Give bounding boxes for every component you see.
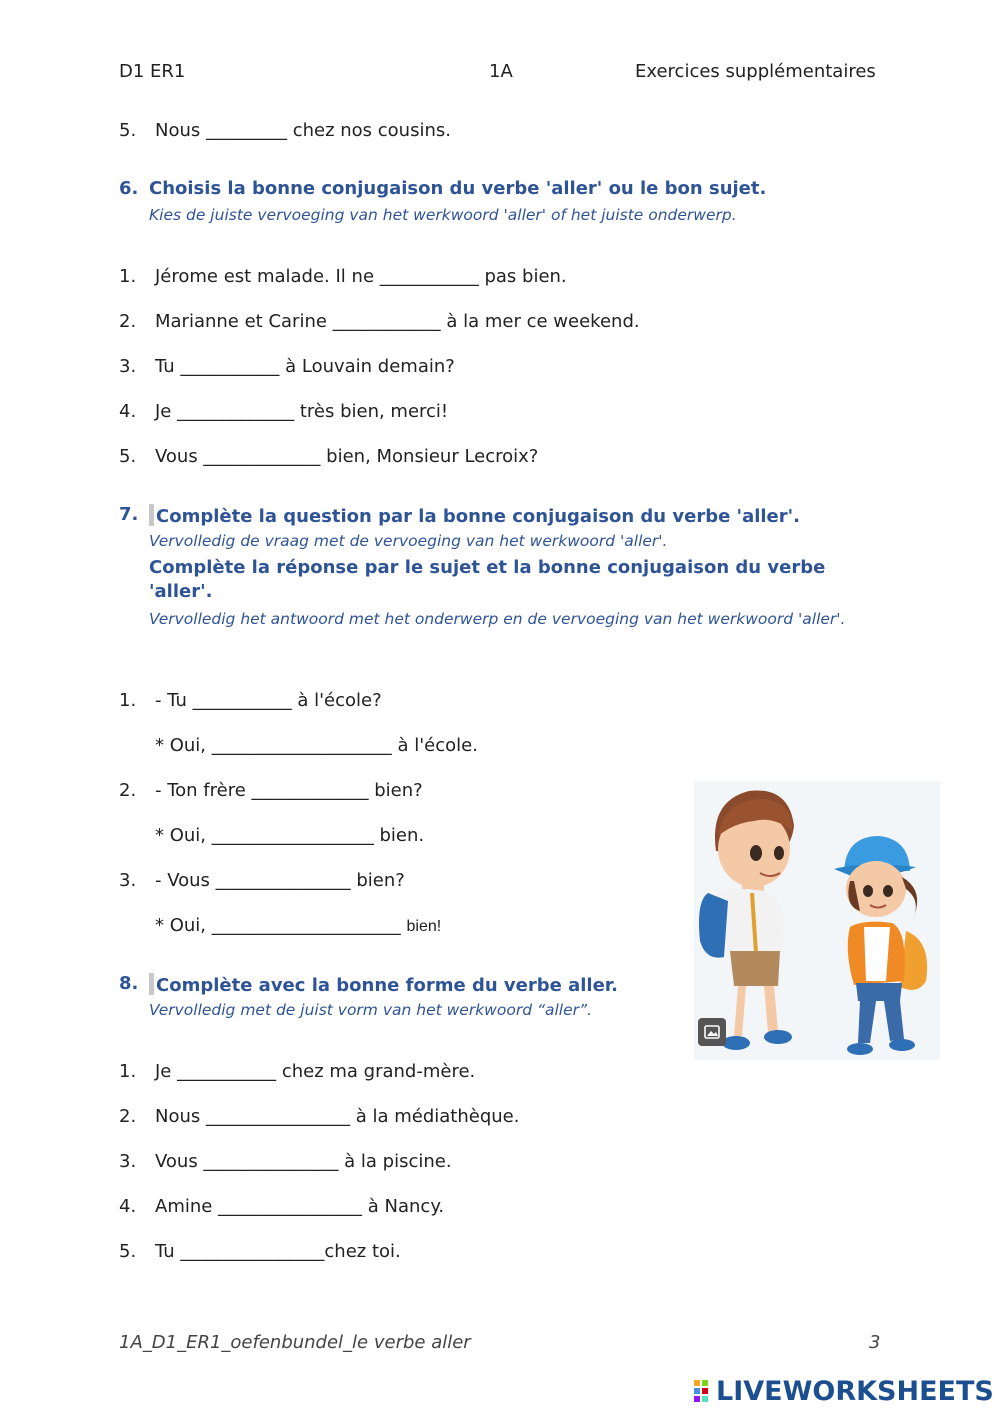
section6-number: 6. — [119, 178, 139, 199]
girl-figure — [834, 836, 927, 1055]
section6-subtitle: Kies de juiste vervoeging van het werkwoord 'aller' of het juiste onderwerp. — [149, 206, 737, 224]
page-number: 3 — [869, 1332, 881, 1353]
header-right: Exercices supplémentaires — [635, 61, 876, 82]
section8-number: 8. — [119, 973, 139, 994]
exercise-item: Vous _____________ bien, Monsieur Lecroix? — [155, 446, 539, 467]
highlight-marker — [149, 504, 154, 526]
item-number: 2. — [119, 311, 137, 332]
section7-subtitle: Vervolledig de vraag met de vervoeging van het werkwoord 'aller'. — [149, 532, 668, 550]
section6-title: Choisis la bonne conjugaison du verbe 'aller' ou le bon sujet. — [149, 178, 767, 199]
section8-subtitle: Vervolledig met de juist vorm van het werkwoord “aller”. — [149, 1001, 592, 1019]
item-number: 5. — [119, 120, 137, 141]
section7-subtitle2: Vervolledig het antwoord met het onderwerp en de vervoeging van het werkwoord 'aller'. — [149, 610, 846, 628]
section8-title: Complète avec la bonne forme du verbe aller. — [149, 973, 618, 996]
answer-line: * Oui, __________________ bien. — [155, 825, 425, 846]
exercise-item: Vous _______________ à la piscine. — [155, 1151, 452, 1172]
exercise-item: Je ___________ chez ma grand-mère. — [155, 1061, 476, 1082]
footer-filename: 1A_D1_ER1_oefenbundel_le verbe aller — [119, 1332, 471, 1353]
exercise-item: Tu ___________ à Louvain demain? — [155, 356, 455, 377]
item-number: 1. — [119, 1061, 137, 1082]
highlight-marker — [149, 973, 154, 995]
section7-title2: Complète la réponse par le sujet et la bonne conjugaison du verbe 'aller'. — [149, 557, 826, 602]
exercise-item: Je _____________ très bien, merci! — [155, 401, 449, 422]
item-number: 4. — [119, 1196, 137, 1217]
logo-grid-icon — [694, 1378, 716, 1404]
question-line: - Tu ___________ à l'école? — [155, 690, 382, 711]
image-icon[interactable] — [698, 1018, 726, 1046]
answer-line: * Oui, _____________________ bien! — [155, 915, 442, 936]
answer-line: * Oui, ____________________ à l'école. — [155, 735, 478, 756]
item-number: 3. — [119, 1151, 137, 1172]
section7-title: Complète la question par la bonne conjugaison du verbe 'aller'. — [149, 504, 800, 527]
boy-figure — [699, 790, 794, 1050]
exercise-item: Marianne et Carine ____________ à la mer ce weekend. — [155, 311, 640, 332]
item-number: 2. — [119, 1106, 137, 1127]
item-number: 3. — [119, 870, 137, 891]
item-number: 5. — [119, 1241, 137, 1262]
question-line: - Vous _______________ bien? — [155, 870, 405, 891]
header-left: D1 ER1 — [119, 61, 186, 82]
question-line: - Ton frère _____________ bien? — [155, 780, 423, 801]
kids-illustration — [694, 781, 940, 1060]
exercise-item: Tu ________________chez toi. — [155, 1241, 401, 1262]
exercise-item: Jérome est malade. Il ne ___________ pas bien. — [155, 266, 567, 287]
item-number: 5. — [119, 446, 137, 467]
liveworksheets-logo[interactable] — [694, 1376, 994, 1406]
logo-text: LIVEWORKSHEETS — [716, 1375, 994, 1407]
header-center: 1A — [489, 61, 513, 82]
exercise-item: Amine ________________ à Nancy. — [155, 1196, 445, 1217]
exercise-item: Nous _________ chez nos cousins. — [155, 120, 451, 141]
exercise-item: Nous ________________ à la médiathèque. — [155, 1106, 520, 1127]
item-number: 2. — [119, 780, 137, 801]
item-number: 1. — [119, 266, 137, 287]
section7-number: 7. — [119, 504, 139, 525]
item-number: 3. — [119, 356, 137, 377]
kids-drawing — [694, 781, 940, 1060]
item-number: 4. — [119, 401, 137, 422]
item-number: 1. — [119, 690, 137, 711]
